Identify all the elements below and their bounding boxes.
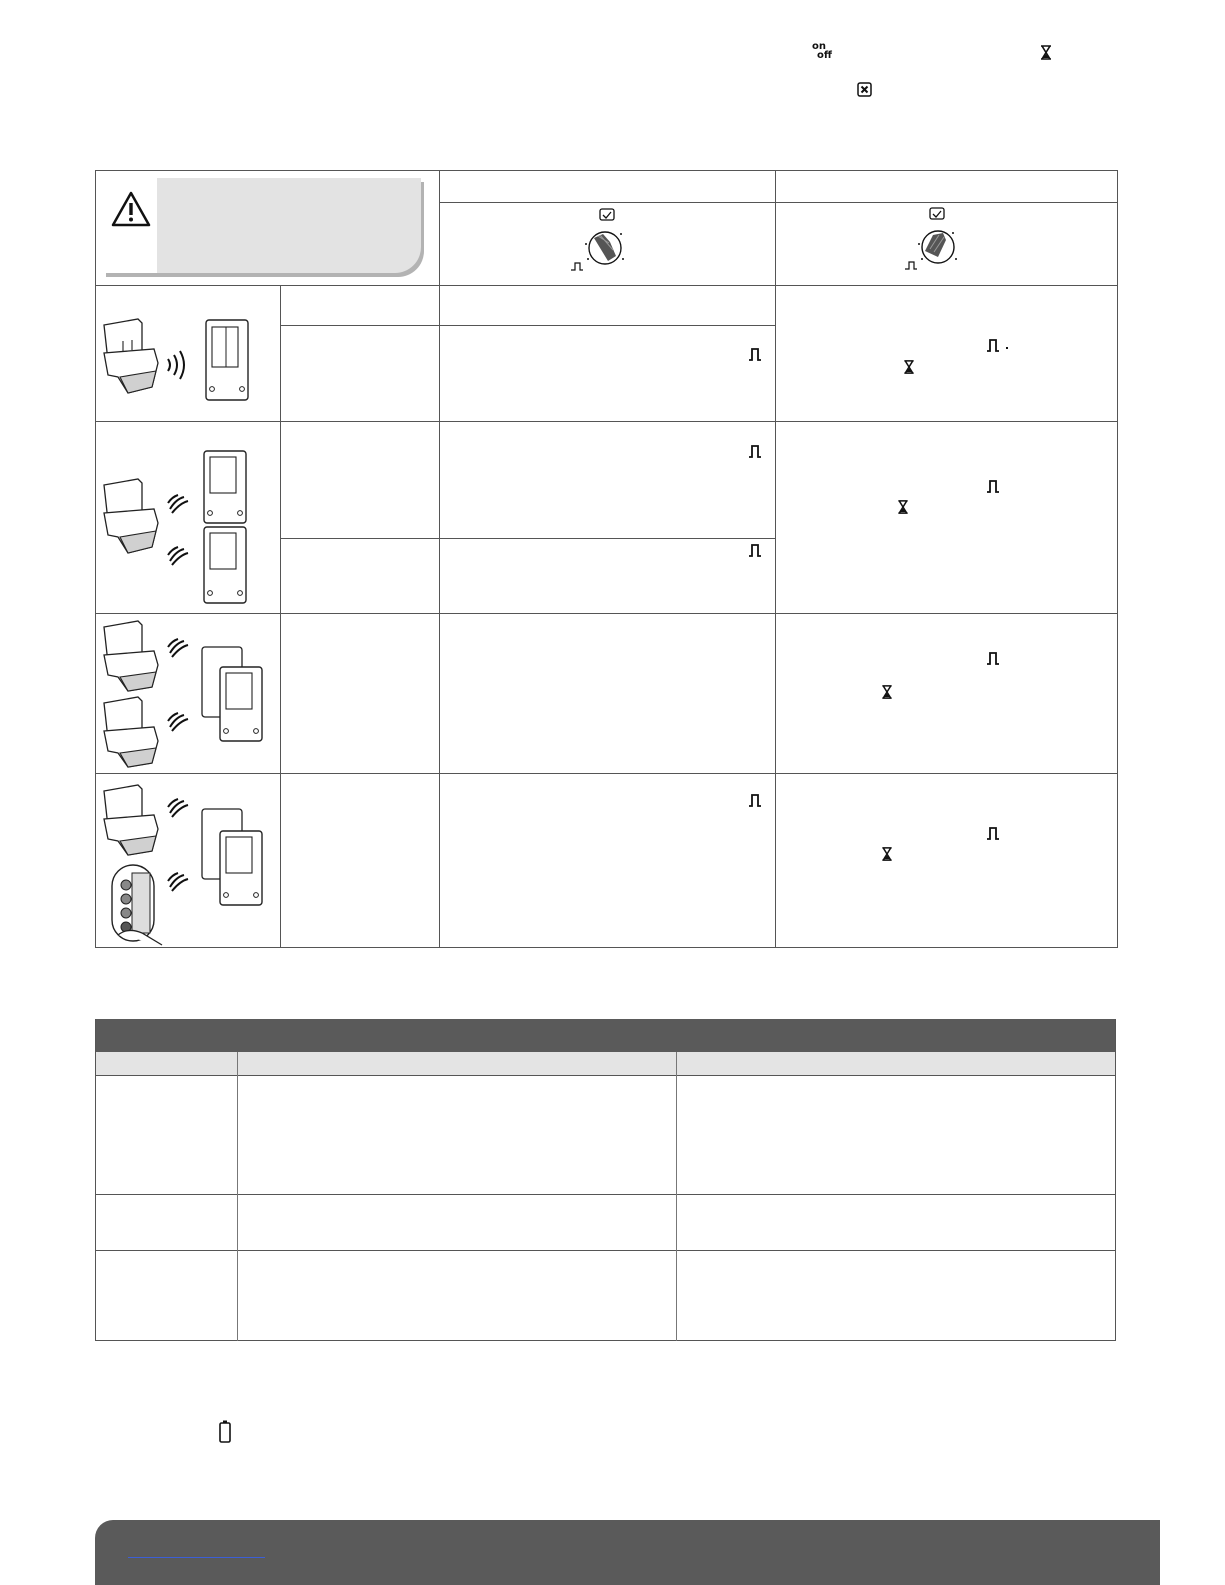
pulse-icon — [748, 444, 762, 458]
cancel-box-icon — [857, 82, 872, 97]
hourglass-icon — [880, 847, 894, 861]
mode-dial-2 — [900, 205, 970, 275]
troubleshooting-column-header — [95, 1052, 1116, 1075]
detector-two-receivers-illustration — [98, 445, 258, 610]
hourglass-icon — [902, 360, 916, 374]
hourglass-icon — [880, 685, 894, 699]
hourglass-icon — [896, 500, 910, 514]
warning-triangle-icon — [110, 190, 152, 228]
two-detectors-two-receivers-illustration — [98, 617, 268, 769]
footer-bar — [95, 1520, 1160, 1585]
dot-mark — [1006, 347, 1008, 349]
hourglass-icon — [1040, 45, 1052, 60]
mode-dial-1 — [565, 205, 635, 275]
detector-receiver-illustration-1 — [98, 305, 258, 405]
pulse-icon — [748, 347, 762, 361]
pulse-icon — [748, 793, 762, 807]
pulse-icon — [986, 826, 1000, 840]
troubleshooting-title-bar — [95, 1019, 1116, 1052]
pulse-icon — [986, 651, 1000, 665]
detector-remote-receivers-illustration — [98, 777, 268, 947]
pulse-icon — [986, 338, 1000, 352]
on-off-icon: on off — [812, 41, 832, 61]
pulse-icon — [986, 479, 1000, 493]
pulse-icon — [748, 543, 762, 557]
battery-icon — [218, 1420, 232, 1444]
footer-link-underline[interactable] — [128, 1557, 265, 1558]
